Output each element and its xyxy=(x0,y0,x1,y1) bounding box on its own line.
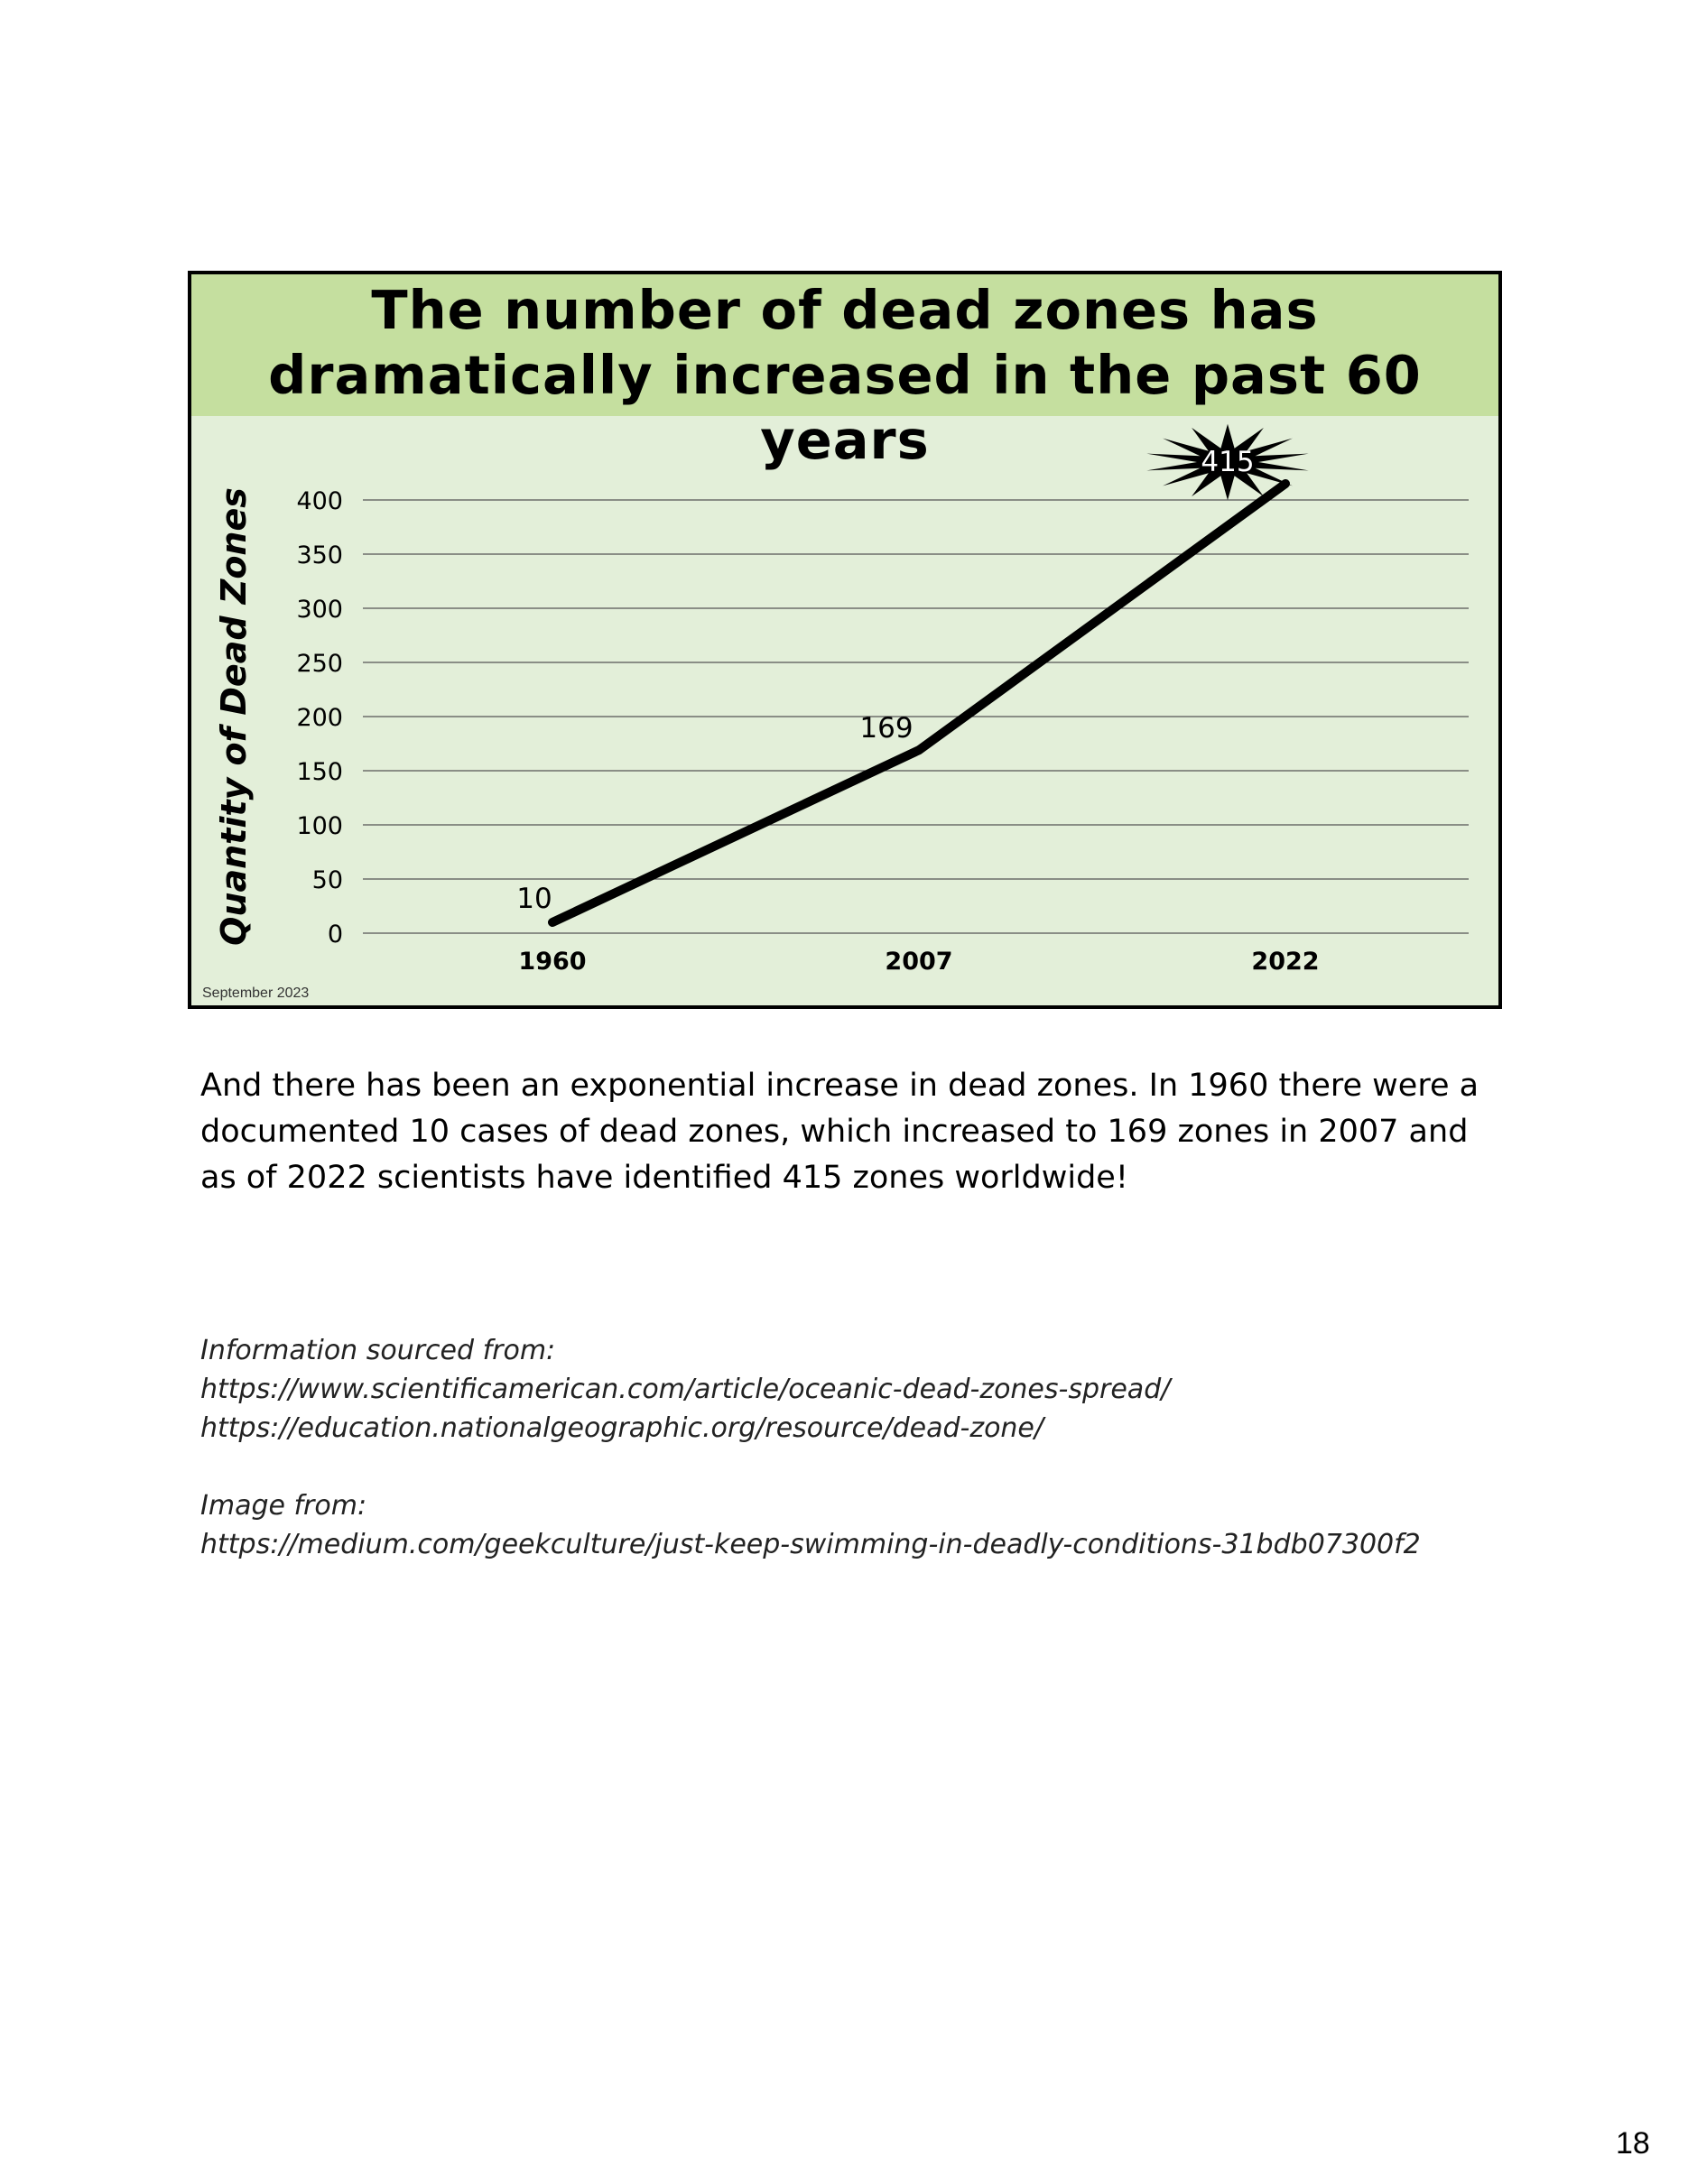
y-tick-label: 0 xyxy=(327,921,343,949)
y-tick-label: 250 xyxy=(296,650,343,678)
sources-heading: Information sourced from: xyxy=(200,1335,556,1366)
page-number: 18 xyxy=(1616,2126,1650,2161)
x-tick-label: 2007 xyxy=(885,948,953,976)
source-link-2[interactable]: https://education.nationalgeographic.org/resource/dead-zone/ xyxy=(200,1412,1043,1444)
source-link-1[interactable]: https://www.scientificamerican.com/article/oceanic-dead-zones-spread/ xyxy=(200,1374,1171,1405)
image-source-heading: Image from: xyxy=(200,1490,367,1522)
y-tick-label: 300 xyxy=(296,596,343,624)
y-tick-label: 400 xyxy=(296,487,343,515)
chart-panel xyxy=(188,271,1502,1009)
data-line xyxy=(552,484,1285,922)
y-tick-label: 100 xyxy=(296,812,343,840)
chart-title: The number of dead zones has dramatically increased in the past 60 years xyxy=(268,279,1422,471)
x-tick-label: 1960 xyxy=(518,948,587,976)
data-point xyxy=(549,919,556,926)
line-chart xyxy=(191,274,1498,1005)
image-source-link[interactable]: https://medium.com/geekculture/just-keep-swimming-in-deadly-conditions-31bdb07300f2 xyxy=(200,1529,1421,1560)
data-label: 415 xyxy=(1201,446,1255,478)
y-axis-label: Quantity of Dead Zones xyxy=(214,487,254,946)
y-tick-label: 200 xyxy=(296,704,343,732)
body-paragraph: And there has been an exponential increase in dead zones. In 1960 there were a documented 10 cases of dead zones, which increased to 169 zones in 2007 and as of 2022 scientists have identified 415 zones worldwide! xyxy=(200,1068,1479,1196)
chart-date-note: September 2023 xyxy=(202,986,310,1001)
data-label: 10 xyxy=(516,883,552,915)
y-tick-label: 150 xyxy=(296,758,343,786)
data-label: 169 xyxy=(859,712,914,745)
data-point xyxy=(915,746,923,754)
x-tick-label: 2022 xyxy=(1251,948,1320,976)
y-tick-label: 350 xyxy=(296,541,343,569)
y-tick-label: 50 xyxy=(311,866,343,894)
